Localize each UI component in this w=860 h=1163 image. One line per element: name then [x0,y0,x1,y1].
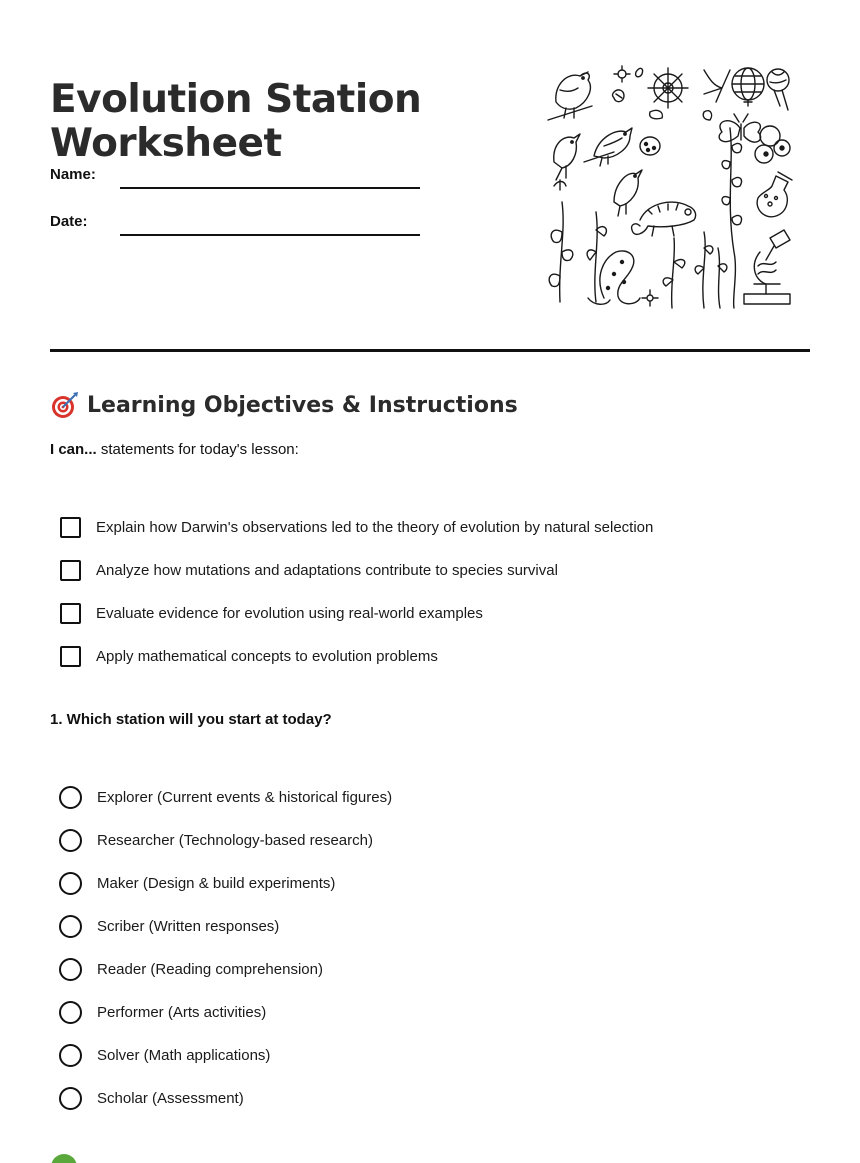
swallow-icon [704,70,730,102]
chameleon-icon [632,202,696,236]
compass-icon [648,68,688,108]
small-bird-icon [614,170,642,216]
finch-icon [584,128,632,166]
next-section-heading-cutoff [88,1155,268,1161]
radio-option[interactable] [60,948,392,991]
radio-button[interactable] [59,1044,82,1067]
checklist-item-label: Explain how Darwin's observations led to the theory of evolution by natural selection [96,519,654,536]
radio-button[interactable] [59,1001,82,1024]
checkbox[interactable] [60,603,81,624]
intro-text [50,441,299,458]
checkbox[interactable] [60,517,81,538]
microscope-icon [744,230,790,304]
date-field[interactable] [120,234,420,236]
radio-option-label: Explorer (Current events & historical figures) [97,789,393,806]
radio-option-label: Maker (Design & build experiments) [97,875,336,892]
page-title: Evolution Station Worksheet [50,77,422,167]
intro-bold: I can... [50,441,97,458]
radio-option[interactable] [60,991,392,1034]
name-label: Name: [50,166,96,183]
date-label: Date: [50,213,88,230]
radio-button[interactable] [59,786,82,809]
section-title: Learning Objectives & Instructions [87,392,518,418]
radio-option-label: Performer (Arts activities) [97,1004,267,1021]
bottle-icon [757,172,792,217]
worksheet-page [50,0,810,1161]
globe-icon [732,68,764,106]
butterfly-icon [719,114,760,142]
radio-option[interactable] [60,1034,392,1077]
checklist-item-label: Apply mathematical concepts to evolution problems [96,648,438,665]
radio-option-label: Researcher (Technology-based research) [97,832,373,849]
radio-option[interactable] [60,862,392,905]
radio-button[interactable] [59,1087,82,1110]
radio-option-label: Scholar (Assessment) [97,1090,244,1107]
bird-icon [548,72,592,120]
radio-option-label: Reader (Reading comprehension) [97,961,323,978]
checklist-item-label: Evaluate evidence for evolution using real-world examples [96,605,483,622]
checklist-item[interactable] [60,549,653,592]
flower-icon [613,66,643,102]
leaf-icon [650,110,712,120]
vine-icon [722,128,742,308]
section-divider [50,349,810,352]
intro-rest: statements for today's lesson: [96,441,299,458]
checklist-item[interactable] [60,506,653,549]
small-flower-icon [642,290,658,306]
radio-button[interactable] [59,915,82,938]
bug-icon [640,137,660,155]
radio-option[interactable] [60,776,392,819]
question-1-prompt: 1. Which station will you start at today? [50,711,332,728]
radio-option[interactable] [60,905,392,948]
checklist-item[interactable] [60,592,653,635]
radio-option-label: Solver (Math applications) [97,1047,271,1064]
checklist-item-label: Analyze how mutations and adaptations contribute to species survival [96,562,558,579]
radio-button[interactable] [59,958,82,981]
checklist-item[interactable] [60,635,653,678]
fern-icon [663,232,727,308]
station-options [60,776,392,1120]
radio-option-label: Scriber (Written responses) [97,918,280,935]
radio-option[interactable] [60,819,392,862]
radio-button[interactable] [59,829,82,852]
objectives-heading [50,389,518,421]
plant-icon [549,180,606,302]
mushroom-icon [755,126,790,163]
cardinal-icon [554,134,580,180]
checkbox[interactable] [60,560,81,581]
checkbox[interactable] [60,646,81,667]
name-field[interactable] [120,187,420,189]
balloon-icon [767,69,789,110]
next-section-green-icon [50,1153,78,1163]
objectives-checklist [60,506,653,678]
target-icon [50,390,80,420]
radio-button[interactable] [59,872,82,895]
nature-science-illustration [544,62,796,312]
radio-option[interactable] [60,1077,392,1120]
